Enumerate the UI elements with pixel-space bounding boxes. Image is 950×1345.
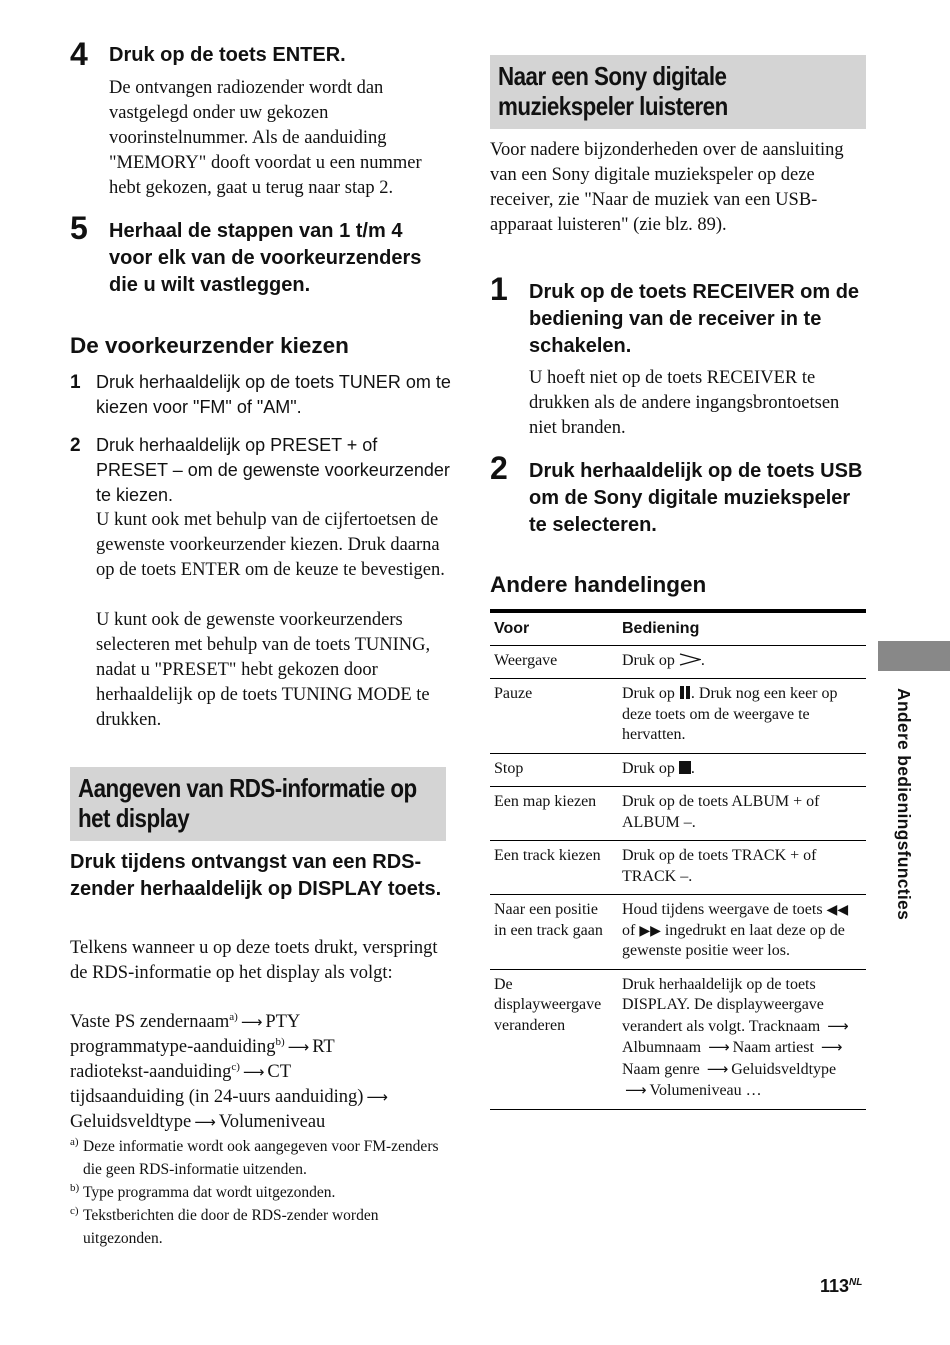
section-title-voorkeurzender: De voorkeurzender kiezen — [70, 333, 349, 358]
pause-icon — [679, 686, 691, 699]
table-cell: Druk op de toets TRACK + of TRACK –. — [618, 841, 866, 895]
rds-sequence-line — [70, 1035, 335, 1060]
arrow-right-icon: ⟶ — [240, 1013, 263, 1031]
cell-text: . — [700, 651, 705, 669]
seq-item: RT — [312, 1037, 335, 1057]
arrow-right-icon: ⟶ — [820, 1038, 843, 1056]
footnote-ref: b) — [275, 1036, 285, 1048]
table-header: Bediening — [618, 611, 866, 645]
step-body: U hoeft niet op de toets RECEIVER te drukken als de andere ingangsbrontoetsen niet branden. — [529, 368, 840, 438]
step-body: De ontvangen radiozender wordt dan vastgelegd onder uw gekozen voorinstelnummer. Als de aanduiding "MEMORY" dooft voordat u een nummer hebt gekozen, gaat u terug naar stap 2. — [109, 78, 422, 198]
footnote-ref: c) — [231, 1061, 240, 1073]
footnote-text: Tekstberichten die door de RDS-zender worden uitgezonden. — [83, 1207, 379, 1247]
seq-item: radiotekst-aanduiding — [70, 1062, 232, 1082]
page-number-suffix: NL — [849, 1277, 863, 1288]
table-cell — [618, 679, 866, 754]
step-5 — [70, 212, 450, 302]
rds-section-title: Aangeven van RDS-informatie op het display — [78, 773, 417, 833]
footnote-text: Type programma dat wordt uitgezonden. — [83, 1184, 336, 1201]
arrow-right-icon: ⟶ — [708, 1038, 730, 1056]
sony-player-section-title: Naar een Sony digitale muziekspeler luisteren — [498, 61, 728, 121]
substep-note: U kunt ook met behulp van de cijfertoetsen de gewenste voorkeurzender kiezen. Druk daarna op de toets ENTER om de keuze te bevestigen. — [96, 510, 445, 580]
table-cell: Een map kiezen — [490, 787, 618, 841]
step-2 — [490, 452, 870, 542]
cell-text: of — [622, 921, 636, 939]
table-cell — [618, 753, 866, 787]
operations-table — [490, 609, 866, 1110]
rds-sequence-line — [70, 1085, 391, 1110]
arrow-right-icon: ⟶ — [194, 1113, 216, 1131]
step-number: 1 — [490, 271, 508, 307]
substep-text: Druk herhaaldelijk op PRESET + of PRESET – om de gewenste voorkeurzender te kiezen. — [96, 435, 450, 505]
step-4 — [70, 38, 450, 208]
substep-number: 2 — [70, 435, 81, 456]
cell-text: Druk op — [622, 651, 675, 669]
cell-text: Naam artiest — [732, 1039, 814, 1056]
step-heading: Herhaal de stappen van 1 t/m 4 voor elk van de voorkeurzenders die u wilt vastleggen. — [109, 220, 422, 296]
substep-number: 1 — [70, 372, 81, 393]
rds-intro: Telkens wanneer u op deze toets drukt, verspringt de RDS-informatie op het display als volgt: — [70, 938, 438, 983]
fast-forward-icon: ▶▶ — [639, 922, 661, 939]
stop-icon — [679, 761, 691, 774]
substep-text: Druk herhaaldelijk op de toets TUNER om te kiezen voor "FM" of "AM". — [96, 372, 451, 417]
table-cell: Druk op de toets ALBUM + of ALBUM –. — [618, 787, 866, 841]
rds-sequence-line — [70, 1110, 325, 1135]
footnote-ref: a) — [229, 1011, 238, 1023]
table-cell — [618, 895, 866, 970]
table-header-row — [490, 611, 866, 645]
arrow-right-icon: ⟶ — [625, 1081, 647, 1099]
table-row — [490, 753, 866, 787]
arrow-right-icon: ⟶ — [287, 1038, 310, 1056]
step-number: 4 — [70, 36, 88, 72]
footnote-mark: b) — [70, 1182, 80, 1194]
seq-item: CT — [267, 1062, 292, 1082]
cell-text: Druk op — [622, 685, 675, 702]
arrow-right-icon: ⟶ — [366, 1088, 388, 1106]
cell-text: ingedrukt en laat deze op de gewenste positie weer los. — [622, 921, 845, 959]
rds-heading: Druk tijdens ontvangst van een RDS-zender herhaaldelijk op DISPLAY toets. — [70, 851, 442, 900]
table-row — [490, 787, 866, 841]
cell-text: . Druk nog een keer op deze toets om de weergave te hervatten. — [622, 685, 838, 743]
section-title-andere-handelingen: Andere handelingen — [490, 572, 707, 597]
footnote — [70, 1204, 450, 1250]
seq-item: Vaste PS zendernaam — [70, 1012, 230, 1032]
page-number-value: 113 — [820, 1276, 850, 1296]
cell-text: . — [690, 759, 695, 777]
table-cell — [618, 969, 866, 1109]
play-icon — [679, 653, 701, 666]
seq-item: Geluidsveldtype — [70, 1112, 192, 1132]
cell-text: Naam genre — [622, 1060, 700, 1078]
seq-item: Volumeniveau — [218, 1112, 326, 1132]
table-row — [490, 841, 866, 895]
table-cell: Pauze — [490, 679, 618, 754]
seq-item: programmatype-aanduiding — [70, 1037, 276, 1057]
rds-section-box — [70, 767, 446, 841]
step-heading: Druk op de toets ENTER. — [109, 44, 346, 66]
cell-text: Houd tijdens weergave de toets — [622, 901, 823, 918]
step-heading: Druk op de toets RECEIVER om de bediening van de receiver in te schakelen. — [529, 281, 860, 357]
step-heading: Druk herhaaldelijk op de toets USB om de Sony digitale muziekspeler te selecteren. — [529, 460, 863, 536]
rewind-icon: ◀◀ — [826, 902, 849, 918]
side-tab-label — [888, 688, 916, 950]
seq-item: PTY — [265, 1012, 301, 1032]
substep-note: U kunt ook de gewenste voorkeurzenders selecteren met behulp van de toets TUNING, nadat u "PRESET" hebt gekozen door herhaaldelijk op de toets TUNING MODE te drukken. — [96, 610, 431, 730]
table-cell: Naar een positie in een track gaan — [490, 895, 618, 970]
table-cell — [618, 645, 866, 679]
rds-sequence-line — [70, 1010, 300, 1035]
cell-text: Druk op — [622, 759, 675, 777]
footnote-text: Deze informatie wordt ook aangegeven voor FM-zenders die geen RDS-informatie uitzenden. — [83, 1138, 439, 1178]
table-header: Voor — [490, 611, 618, 645]
table-cell: Stop — [490, 753, 618, 787]
sony-player-section-box — [490, 55, 866, 129]
arrow-right-icon: ⟶ — [827, 1016, 849, 1035]
step-1 — [490, 273, 870, 443]
step-number: 2 — [490, 450, 508, 486]
side-tab-marker — [878, 641, 950, 671]
step-number: 5 — [70, 210, 88, 246]
footnote-mark: a) — [70, 1136, 79, 1148]
page-number — [820, 1276, 862, 1297]
cell-text: Druk herhaaldelijk op de toets DISPLAY. De displayweergave verandert als volgt. Tracknaam — [622, 975, 824, 1035]
seq-item: tijdsaanduiding (in 24-uurs aanduiding) — [70, 1087, 364, 1107]
footnote-mark: c) — [70, 1205, 79, 1217]
cell-text: Volumeniveau … — [649, 1082, 762, 1099]
table-row — [490, 645, 866, 679]
table-cell: De displayweergave veranderen — [490, 969, 618, 1109]
table-cell: Weergave — [490, 645, 618, 679]
cell-text: Geluidsveldtype — [731, 1060, 837, 1078]
cell-text: Albumnaam — [622, 1039, 702, 1056]
table-cell: Een track kiezen — [490, 841, 618, 895]
table-row — [490, 895, 866, 970]
arrow-right-icon: ⟶ — [706, 1059, 729, 1078]
arrow-right-icon: ⟶ — [242, 1063, 265, 1081]
footnote — [70, 1181, 450, 1204]
rds-sequence-line — [70, 1060, 291, 1085]
footnote — [70, 1135, 450, 1181]
table-row — [490, 679, 866, 754]
side-tab-text: Andere bedieningsfuncties — [894, 688, 914, 921]
sony-player-intro: Voor nadere bijzonderheden over de aansluiting van een Sony digitale muziekspeler op deze receiver, zie "Naar de muziek van een USB-apparaat luisteren" (zie blz. 89). — [490, 140, 844, 235]
table-row — [490, 969, 866, 1109]
